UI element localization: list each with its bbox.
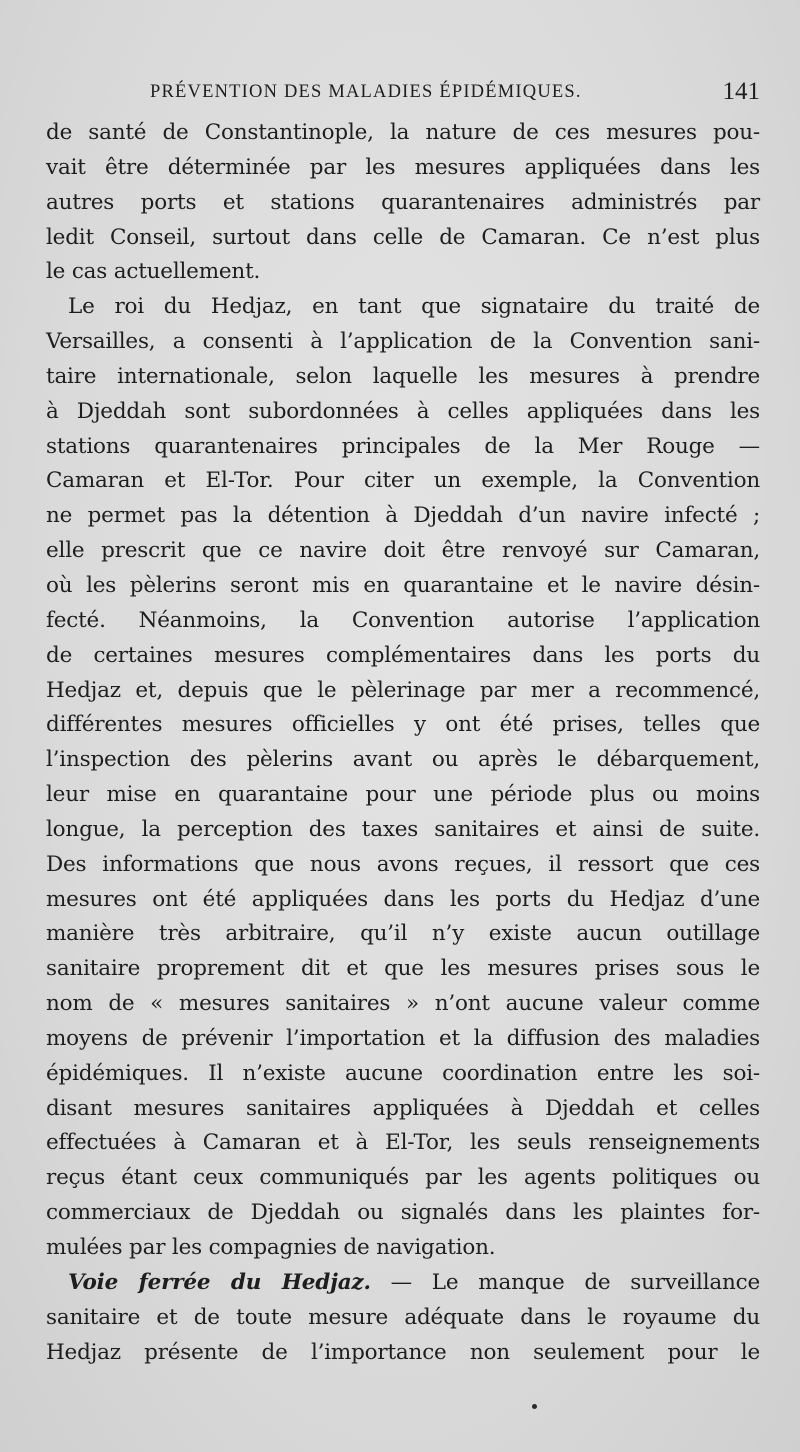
ink-speck [532,1404,537,1409]
text-line: stations quarantenaires principales de la Mer Rouge — [46,433,760,459]
text-line: Hedjaz présente de l’importance non seulement pour le [46,1339,760,1365]
section-first-line [46,1266,760,1301]
text-line: mesures ont été appliquées dans les ports du Hedjaz d’une [46,886,760,912]
text-line: où les pèlerins seront mis en quarantaine et le navire désin- [46,572,760,598]
text-line: Camaran et El-Tor. Pour citer un exemple, la Convention [46,468,760,494]
text-line: Des informations que nous avons reçues, il ressort que ces [46,851,760,877]
text-line: commerciaux de Djeddah ou signalés dans les plaintes for- [46,1200,760,1226]
text-line: l’inspection des pèlerins avant ou après le débarquement, [46,747,760,773]
text-line: longue, la perception des taxes sanitaires et ainsi de suite. [46,816,760,842]
text-line: mulées par les compagnies de navigation. [46,1235,496,1260]
section-first-line-text: — Le manque de surveillance [370,1269,760,1295]
text-line: effectuées à Camaran et à El-Tor, les seuls renseignements [46,1130,760,1156]
text-line: ne permet pas la détention à Djeddah d’un navire infecté ; [46,503,760,529]
text-line: manière très arbitraire, qu’il n’y existe aucun outillage [46,921,760,947]
text-line: le cas actuellement. [46,259,261,285]
text-line: disant mesures sanitaires appliquées à Djeddah et celles [46,1095,760,1121]
text-line: fecté. Néanmoins, la Convention autorise l’application [46,607,760,633]
text-line: Versailles, a consenti à l’application de la Convention sani- [46,329,760,355]
text-line: vait être déterminée par les mesures appliquées dans les [46,154,760,180]
text-line: de certaines mesures complémentaires dans les ports du [46,642,760,668]
text-line: autres ports et stations quarantenaires administrés par [46,189,760,215]
text-line: sanitaire et de toute mesure adéquate dans le royaume du [46,1304,760,1330]
section-heading: Voie ferrée du Hedjaz. [68,1269,371,1295]
running-head [150,78,760,112]
text-line: à Djeddah sont subordonnées à celles appliquées dans les [46,398,760,424]
text-line: reçus étant ceux communiqués par les agents politiques ou [46,1165,760,1191]
page-number: 141 [722,78,760,105]
text-line: nom de « mesures sanitaires » n’ont aucune valeur comme [46,991,760,1017]
text-line: Hedjaz et, depuis que le pèlerinage par mer a recommencé, [46,677,760,703]
text-line: moyens de prévenir l’importation et la diffusion des maladies [46,1025,760,1051]
text-line: sanitaire proprement dit et que les mesures prises sous le [46,956,760,982]
text-line: épidémiques. Il n’existe aucune coordination entre les soi- [46,1060,760,1086]
text-line: elle prescrit que ce navire doit être renvoyé sur Camaran, [46,538,760,564]
running-title: PRÉVENTION DES MALADIES ÉPIDÉMIQUES. [150,82,582,102]
text-line: de santé de Constantinople, la nature de ces mesures pou- [46,120,760,145]
text-line: ledit Conseil, surtout dans celle de Camaran. Ce n’est plus [46,224,760,250]
text-line: Le roi du Hedjaz, en tant que signataire du traité de [68,294,760,320]
text-line: différentes mesures officielles y ont été prises, telles que [46,712,760,738]
text-line: taire internationale, selon laquelle les mesures à prendre [46,363,760,389]
text-body [46,116,760,1370]
text-line: leur mise en quarantaine pour une période plus ou moins [46,782,760,808]
